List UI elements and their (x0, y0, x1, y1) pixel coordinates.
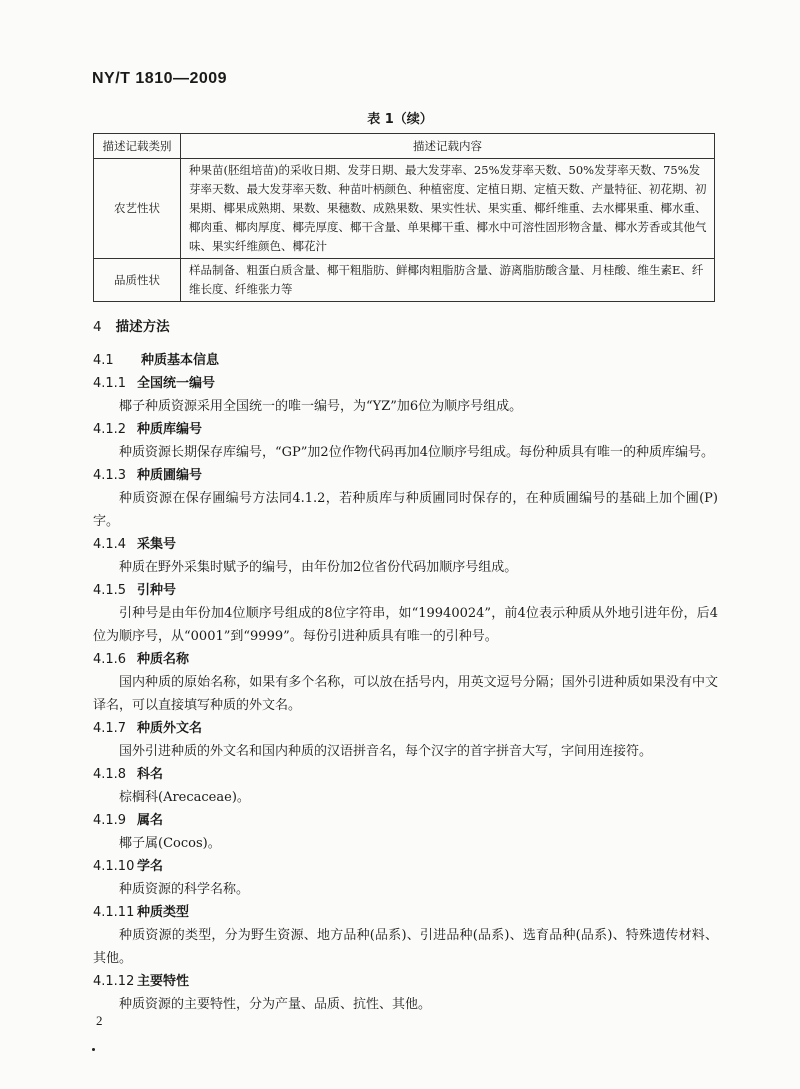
item-paragraph: 引种号是由年份加4位顺序号组成的8位字符串，如“19940024”，前4位表示种质从外地引进年份，后4位为顺序号，从“0001”到“9999”。每份引进种质具有唯一的引种号。 (93, 606, 718, 644)
item-heading (93, 809, 718, 832)
item-paragraph: 国外引进种质的外文名和国内种质的汉语拼音名，每个汉字的首字拼音大写，字间用连接符。 (119, 744, 653, 759)
item-heading (93, 418, 718, 441)
item-title: 科名 (137, 767, 164, 782)
description-table (93, 133, 715, 302)
item-number: 4.1.11 (93, 905, 135, 920)
table-header-row (94, 134, 715, 159)
item-title: 种质库编号 (137, 422, 203, 437)
item-number: 4.1.10 (93, 859, 135, 874)
item-number: 4.1.3 (93, 468, 127, 483)
item-paragraph: 椰子属(Cocos)。 (119, 836, 221, 851)
item-paragraph: 种质资源长期保存库编号，“GP”加2位作物代码再加4位顺序号组成。每份种质具有唯一的种质库编号。 (119, 445, 714, 460)
item-number: 4.1.12 (93, 974, 135, 989)
subsection-title: 种质基本信息 (141, 353, 220, 368)
row-category: 农艺性状 (94, 159, 181, 259)
row-content: 种果苗(胚组培苗)的采收日期、发芽日期、最大发芽率、25%发芽率天数、50%发芽率天数、75%发芽率天数、最大发芽率天数、种苗叶柄颜色、种植密度、定植日期、定植天数、产量特征、初花期、初果期、椰果成熟期、果数、果穗数、成熟果数、果实性状、果实重、椰纤维重、去水椰果重、椰水重、椰肉重、椰肉厚度、椰壳厚度、椰干含量、单果椰干重、椰水中可溶性固形物含量、椰水芳香或其他气味、果实纤维颜色、椰花汁 (181, 159, 715, 259)
item-title: 主要特性 (137, 974, 190, 989)
item-heading (93, 970, 718, 993)
item-paragraph: 种质资源的科学名称。 (119, 882, 250, 897)
section-heading (93, 317, 718, 337)
document-body (93, 317, 718, 1016)
item-heading (93, 579, 718, 602)
subsection-heading (93, 349, 718, 372)
item-number: 4.1.7 (93, 721, 127, 736)
item-title: 学名 (137, 859, 164, 874)
col-header-content: 描述记载内容 (181, 134, 715, 159)
item-title: 种质类型 (137, 905, 190, 920)
row-category: 品质性状 (94, 259, 181, 302)
item-title: 种质名称 (137, 652, 190, 667)
item-number: 4.1.8 (93, 767, 127, 782)
item-number: 4.1.5 (93, 583, 127, 598)
item-number: 4.1.4 (93, 537, 127, 552)
scan-artifact-dot (92, 1048, 95, 1051)
item-paragraph: 棕榈科(Arecaceae)。 (119, 790, 250, 805)
item-heading (93, 648, 718, 671)
item-number: 4.1.1 (93, 376, 127, 391)
item-heading (93, 901, 718, 924)
item-title: 种质圃编号 (137, 468, 203, 483)
item-paragraph: 种质资源的类型，分为野生资源、地方品种(品系)、引进品种(品系)、选育品种(品系)、特殊遗传材料、其他。 (93, 928, 718, 966)
item-heading (93, 855, 718, 878)
item-number: 4.1.9 (93, 813, 127, 828)
item-number: 4.1.2 (93, 422, 127, 437)
item-heading (93, 533, 718, 556)
table-row (94, 159, 715, 259)
section-title: 描述方法 (115, 319, 170, 335)
item-number: 4.1.6 (93, 652, 127, 667)
item-paragraph: 种质资源的主要特性，分为产量、品质、抗性、其他。 (119, 997, 432, 1012)
item-title: 全国统一编号 (137, 376, 216, 391)
item-paragraph: 椰子种质资源采用全国统一的唯一编号，为“YZ”加6位为顺序号组成。 (119, 399, 523, 414)
item-paragraph: 国内种质的原始名称，如果有多个名称，可以放在括号内，用英文逗号分隔；国外引进种质如果没有中文译名，可以直接填写种质的外文名。 (93, 675, 718, 713)
item-heading (93, 464, 718, 487)
section-number: 4 (93, 319, 102, 335)
standard-code: NY/T 1810—2009 (92, 70, 228, 87)
item-heading (93, 763, 718, 786)
table-caption: 表 1（续） (367, 112, 433, 127)
subsection-number: 4.1 (93, 353, 114, 368)
item-title: 种质外文名 (137, 721, 203, 736)
item-title: 属名 (137, 813, 164, 828)
col-header-category: 描述记载类别 (94, 134, 181, 159)
item-paragraph: 种质在野外采集时赋予的编号，由年份加2位省份代码加顺序号组成。 (119, 560, 518, 575)
row-content: 样品制备、粗蛋白质含量、椰干粗脂肪、鲜椰肉粗脂肪含量、游离脂肪酸含量、月桂酸、维生素E、纤维长度、纤维张力等 (181, 259, 715, 302)
item-heading (93, 717, 718, 740)
page-number: 2 (96, 1013, 103, 1028)
item-paragraph: 种质资源在保存圃编号方法同4.1.2，若种质库与种质圃同时保存的，在种质圃编号的基础上加个圃(P)字。 (93, 491, 718, 529)
table-row (94, 259, 715, 302)
item-title: 引种号 (137, 583, 177, 598)
item-title: 采集号 (137, 537, 177, 552)
item-heading (93, 372, 718, 395)
